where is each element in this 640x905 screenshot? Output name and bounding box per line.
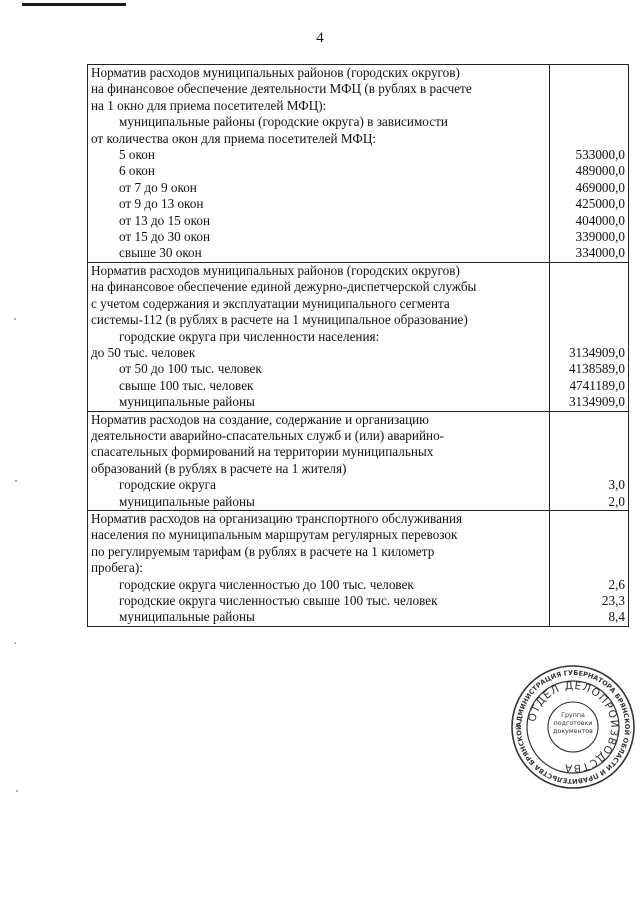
norm-line: городские округа [119,477,216,493]
norm-line: от 7 до 9 окон [119,179,197,195]
norm-line: на финансовое обеспечение единой дежурно-диспетчерской службы [91,279,477,295]
norm-line: по регулируемым тарифам (в рублях в расчете на 1 километр [91,543,435,559]
value-spacer [553,65,625,81]
norm-section [88,65,629,263]
norm-values [550,262,629,411]
norm-line: 6 окон [119,163,155,179]
norm-line: спасательных формирований на территории муниципальных [91,444,434,460]
value-spacer [553,527,625,543]
norm-line: Норматив расходов муниципальных районов (городских округов) [91,262,460,278]
norm-line: 5 окон [119,147,155,163]
norm-line: от 9 до 13 окон [119,196,204,212]
norm-line: муниципальные районы [119,609,255,625]
norm-line: Норматив расходов муниципальных районов (городских округов) [91,65,460,80]
norm-line: населения по муниципальным маршрутам регулярных перевозок [91,527,458,543]
norm-values [550,411,629,510]
norm-line: до 50 тыс. человек [91,344,196,360]
norm-section [88,510,629,626]
stamp-center-text: Группа подготовки документов [553,712,593,735]
norm-line: Норматив расходов на создание, содержание и организацию [91,411,430,427]
value-spacer [553,560,625,576]
norm-line: на финансовое обеспечение деятельности МФЦ (в рублях в расчете [91,81,472,97]
norm-value: 2,0 [608,493,625,509]
norm-value: 469000,0 [575,179,625,195]
norm-section [88,262,629,411]
norm-line: пробега): [91,560,143,576]
norm-line: городские округа численностью до 100 тыс. человек [119,576,414,592]
norms-table [87,64,629,627]
norm-value: 4741189,0 [569,377,625,393]
stamp-middle-text: ОТДЕЛ ДЕЛОПРОИЗВОДСТВА [526,679,621,775]
norm-line: на 1 окно для приема посетителей МФЦ): [91,97,327,113]
norm-line: деятельности аварийно-спасательных служб и (или) аварийно- [91,427,445,443]
value-spacer [553,412,625,428]
official-stamp [510,664,636,790]
norm-value: 2,6 [608,576,625,592]
norm-section [88,411,629,510]
value-spacer [553,328,625,344]
norm-line: от 13 до 15 окон [119,212,211,228]
norm-values [550,65,629,263]
norm-value: 533000,0 [575,146,625,162]
value-spacer [553,279,625,295]
norm-line: от 15 до 30 окон [119,229,211,245]
top-rule [22,3,126,6]
norm-line: системы-112 (в рублях в расчете на 1 муниципальное образование) [91,312,468,328]
page-number: 4 [316,30,324,46]
norm-line: образований (в рублях в расчете на 1 жителя) [91,460,347,476]
norm-line: городские округа при численности населения: [119,328,380,344]
norm-value: 3134909,0 [568,344,625,360]
norm-value: 334000,0 [575,245,625,261]
norm-description [88,510,550,626]
value-spacer [553,544,625,560]
norm-line: муниципальные районы [119,394,255,410]
norm-line: Норматив расходов на организацию транспортного обслуживания [91,510,463,526]
stamp-outer-text: АДМИНИСТРАЦИЯ ГУБЕРНАТОРА БРЯНСКОЙ ОБЛАСТИ И ПРАВИТЕЛЬСТВА БРЯНСКОЙ [514,668,632,786]
norm-line: свыше 100 тыс. человек [119,377,254,393]
norm-values [550,510,629,626]
value-spacer [553,461,625,477]
norm-value: 8,4 [608,609,625,625]
value-spacer [553,428,625,444]
norm-line: от 50 до 100 тыс. человек [119,361,262,377]
norm-description [88,65,550,263]
value-spacer [553,444,625,460]
norm-line: от количества окон для приема посетителей МФЦ: [91,130,377,146]
value-spacer [553,263,625,279]
norm-value: 3,0 [608,477,625,493]
norm-line: свыше 30 окон [119,245,202,261]
norm-description [88,411,550,510]
norm-value: 4138589,0 [568,361,625,377]
value-spacer [553,511,625,527]
norm-value: 339000,0 [575,228,625,244]
value-spacer [553,312,625,328]
value-spacer [553,131,625,147]
norm-value: 3134909,0 [568,394,625,410]
value-spacer [553,81,625,97]
norm-line: муниципальные районы [119,493,255,509]
norm-value: 23,3 [601,592,625,608]
norm-value: 489000,0 [575,163,625,179]
stamp-seal [510,664,636,790]
norm-description [88,262,550,411]
norm-value: 404000,0 [575,212,625,228]
value-spacer [553,114,625,130]
value-spacer [553,296,625,312]
norm-line: с учетом содержания и эксплуатации муниципального сегмента [91,295,450,311]
value-spacer [553,98,625,114]
norm-line: городские округа численностью свыше 100 тыс. человек [119,593,438,608]
norm-value: 425000,0 [575,196,625,212]
norm-line: муниципальные районы (городские округа) в зависимости [119,114,448,130]
